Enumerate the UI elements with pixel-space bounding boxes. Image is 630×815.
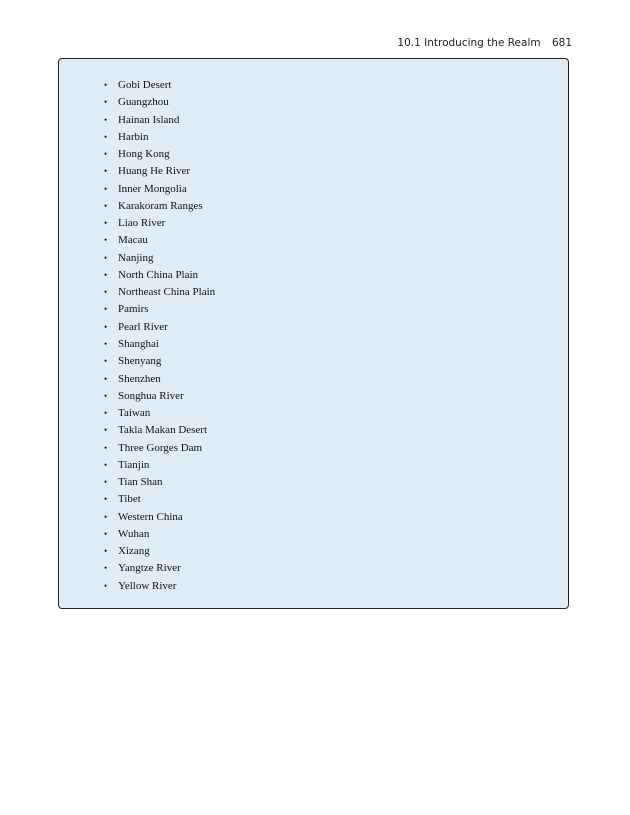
bullet-icon: • (104, 356, 108, 367)
bullet-icon: • (104, 408, 108, 419)
list-item (104, 560, 215, 577)
list-item-label: Yangtze River (118, 562, 181, 575)
list-item-label: Harbin (118, 130, 149, 143)
list-item-label: Xizang (118, 545, 150, 558)
bullet-icon: • (104, 114, 108, 125)
list-item (104, 474, 215, 491)
list-item (104, 543, 215, 560)
list-item (104, 440, 215, 457)
list-item (104, 163, 215, 180)
bullet-icon: • (104, 235, 108, 246)
list-item (104, 388, 215, 405)
list-item (104, 146, 215, 163)
running-header (397, 37, 572, 49)
bullet-icon: • (104, 546, 108, 557)
list-item-label: Songhua River (118, 389, 184, 402)
list-item (104, 284, 215, 301)
list-item-label: Shenzhen (118, 372, 161, 385)
list-item (104, 94, 215, 111)
list-item (104, 578, 215, 595)
list-item-label: Western China (118, 510, 183, 523)
list-item-label: Three Gorges Dam (118, 441, 203, 454)
list-item-label: Hainan Island (118, 113, 180, 126)
list-item (104, 250, 215, 267)
bullet-icon: • (104, 149, 108, 160)
list-item (104, 491, 215, 508)
list-item-label: Guangzhou (118, 96, 169, 109)
bullet-icon: • (104, 373, 108, 384)
list-item (104, 267, 215, 284)
list-item-label: Nanjing (118, 251, 154, 264)
bullet-icon: • (104, 183, 108, 194)
list-item-label: Gobi Desert (118, 79, 172, 91)
list-item-label: Inner Mongolia (118, 182, 187, 195)
bullet-icon: • (104, 304, 108, 315)
bullet-icon: • (104, 477, 108, 488)
list-item-label: North China Plain (118, 268, 199, 281)
list-item-label: Karakoram Ranges (118, 199, 203, 212)
list-item (104, 77, 215, 94)
list-item-label: Pamirs (118, 303, 149, 316)
list-item (104, 112, 215, 129)
page-number: 681 (551, 37, 572, 49)
bullet-icon: • (104, 511, 108, 522)
bullet-icon: • (104, 494, 108, 505)
bullet-icon: • (104, 287, 108, 298)
list-item-label: Shanghai (118, 337, 159, 350)
list-item (104, 353, 215, 370)
key-terms-box (58, 58, 569, 609)
list-item (104, 405, 215, 422)
list-item (104, 371, 215, 388)
bullet-icon: • (104, 321, 108, 332)
bullet-icon: • (104, 80, 108, 90)
list-item-label: Macau (118, 234, 148, 247)
list-item-label: Taiwan (118, 407, 151, 420)
list-item-label: Tianjin (118, 458, 150, 471)
bullet-icon: • (104, 425, 108, 436)
list-item-label: Yellow River (118, 579, 177, 592)
bullet-icon: • (104, 252, 108, 263)
list-item (104, 181, 215, 198)
list-item (104, 232, 215, 249)
list-item (104, 509, 215, 526)
list-item (104, 129, 215, 146)
list-item (104, 215, 215, 232)
bullet-icon: • (104, 442, 108, 453)
bullet-icon: • (104, 390, 108, 401)
bullet-icon: • (104, 200, 108, 211)
list-item (104, 301, 215, 318)
bullet-icon: • (104, 218, 108, 229)
list-item-label: Tibet (118, 493, 141, 506)
list-item-label: Hong Kong (118, 148, 170, 161)
list-item-label: Shenyang (118, 355, 162, 368)
bullet-icon: • (104, 528, 108, 539)
list-item (104, 198, 215, 215)
list-item-label: Takla Makan Desert (118, 424, 208, 437)
bullet-icon: • (104, 459, 108, 470)
list-item (104, 526, 215, 543)
bullet-icon: • (104, 269, 108, 280)
section-title: 10.1 Introducing the Realm (397, 37, 541, 49)
bullet-icon: • (104, 97, 108, 108)
bullet-icon: • (104, 580, 108, 591)
list-item (104, 422, 215, 439)
list-item-label: Huang He River (118, 165, 191, 178)
key-terms-list (104, 77, 215, 595)
bullet-icon: • (104, 166, 108, 177)
list-item (104, 319, 215, 336)
list-item-label: Pearl River (118, 320, 168, 333)
list-item-label: Northeast China Plain (118, 286, 216, 299)
list-item-label: Wuhan (118, 527, 150, 540)
list-item-label: Liao River (118, 217, 166, 230)
bullet-icon: • (104, 563, 108, 574)
bullet-icon: • (104, 131, 108, 142)
list-item (104, 336, 215, 353)
list-item (104, 457, 215, 474)
list-item-label: Tian Shan (118, 476, 163, 489)
bullet-icon: • (104, 338, 108, 349)
